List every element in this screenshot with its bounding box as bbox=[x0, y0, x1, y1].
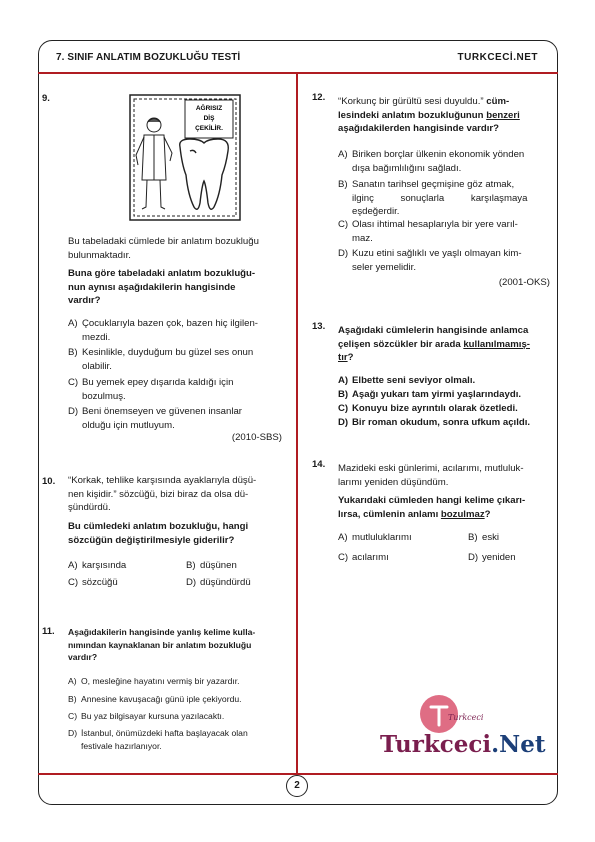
turkceci-watermark bbox=[380, 693, 550, 763]
question-number: 12. bbox=[312, 92, 326, 103]
stem: “Korkak, tehlike karşısında ayaklarıyla düşü- nen kişidir.” sözcüğü, bizi biraz da olsa dü- şündürdü. bbox=[68, 475, 257, 513]
question-number: 9. bbox=[42, 93, 50, 104]
question-source: (2001-OKS) bbox=[498, 277, 550, 288]
question-prompt: Buna göre tabeladaki anlatım bozukluğu- nun aynısı aşağıdakilerin hangisinde vardır? bbox=[68, 268, 256, 306]
question-prompt: Yukarıdaki cümleden hangi kelime çıkarı- lırsa, cümlenin anlamı bozulmaz? bbox=[338, 495, 526, 520]
site-name: TURKCECİ.NET bbox=[457, 52, 538, 63]
logo-wordmark: Turkceci bbox=[448, 713, 484, 722]
turkceci-logo-icon bbox=[418, 693, 484, 735]
question-number: 14. bbox=[312, 459, 326, 470]
question-number: 10. bbox=[42, 476, 56, 487]
test-title: 7. SINIF ANLATIM BOZUKLUĞU TESTİ bbox=[56, 52, 241, 63]
question-number: 11. bbox=[42, 626, 55, 637]
question-prompt: Aşağıdakilerin hangisinde yanlış kelime kulla- nımından kaynaklanan bir anlatım bozukluğu vardır? bbox=[68, 627, 256, 662]
question-source: (2010-SBS) bbox=[231, 432, 282, 443]
sign-text-line-1: AĞRISIZ bbox=[195, 105, 223, 112]
column-divider bbox=[296, 73, 298, 773]
dentist-sign-illustration bbox=[130, 95, 240, 220]
question-prompt: Aşağıdaki cümlelerin hangisinde anlamca çelişen sözcükler bir arada kullanılmamış- tır? bbox=[338, 325, 530, 363]
stem: Mazideki eski günlerimi, acılarımı, mutluluk- larımı yeniden düşündüm. bbox=[338, 463, 524, 488]
page-number: 2 bbox=[286, 775, 308, 797]
page-header bbox=[38, 52, 558, 66]
header-divider bbox=[38, 72, 558, 74]
question-prompt: Bu cümledeki anlatım bozukluğu, hangi sözcüğün değiştirilmesiyle giderilir? bbox=[68, 521, 249, 546]
sign-text-line-3: ÇEKİLİR. bbox=[195, 125, 223, 132]
stem: Bu tabeladaki cümlede bir anlatım bozukluğu bulunmaktadır. bbox=[68, 236, 259, 261]
question-number: 13. bbox=[312, 321, 326, 332]
stem: “Korkunç bir gürültü sesi duyuldu.” cüm- lesindeki anlatım bozukluğunun benzeri aşağıdakilerden hangisinde vardır? bbox=[338, 96, 520, 134]
sign-text-line-2: DİŞ bbox=[203, 115, 215, 122]
watermark-text: Turkceci.Net bbox=[380, 731, 546, 758]
